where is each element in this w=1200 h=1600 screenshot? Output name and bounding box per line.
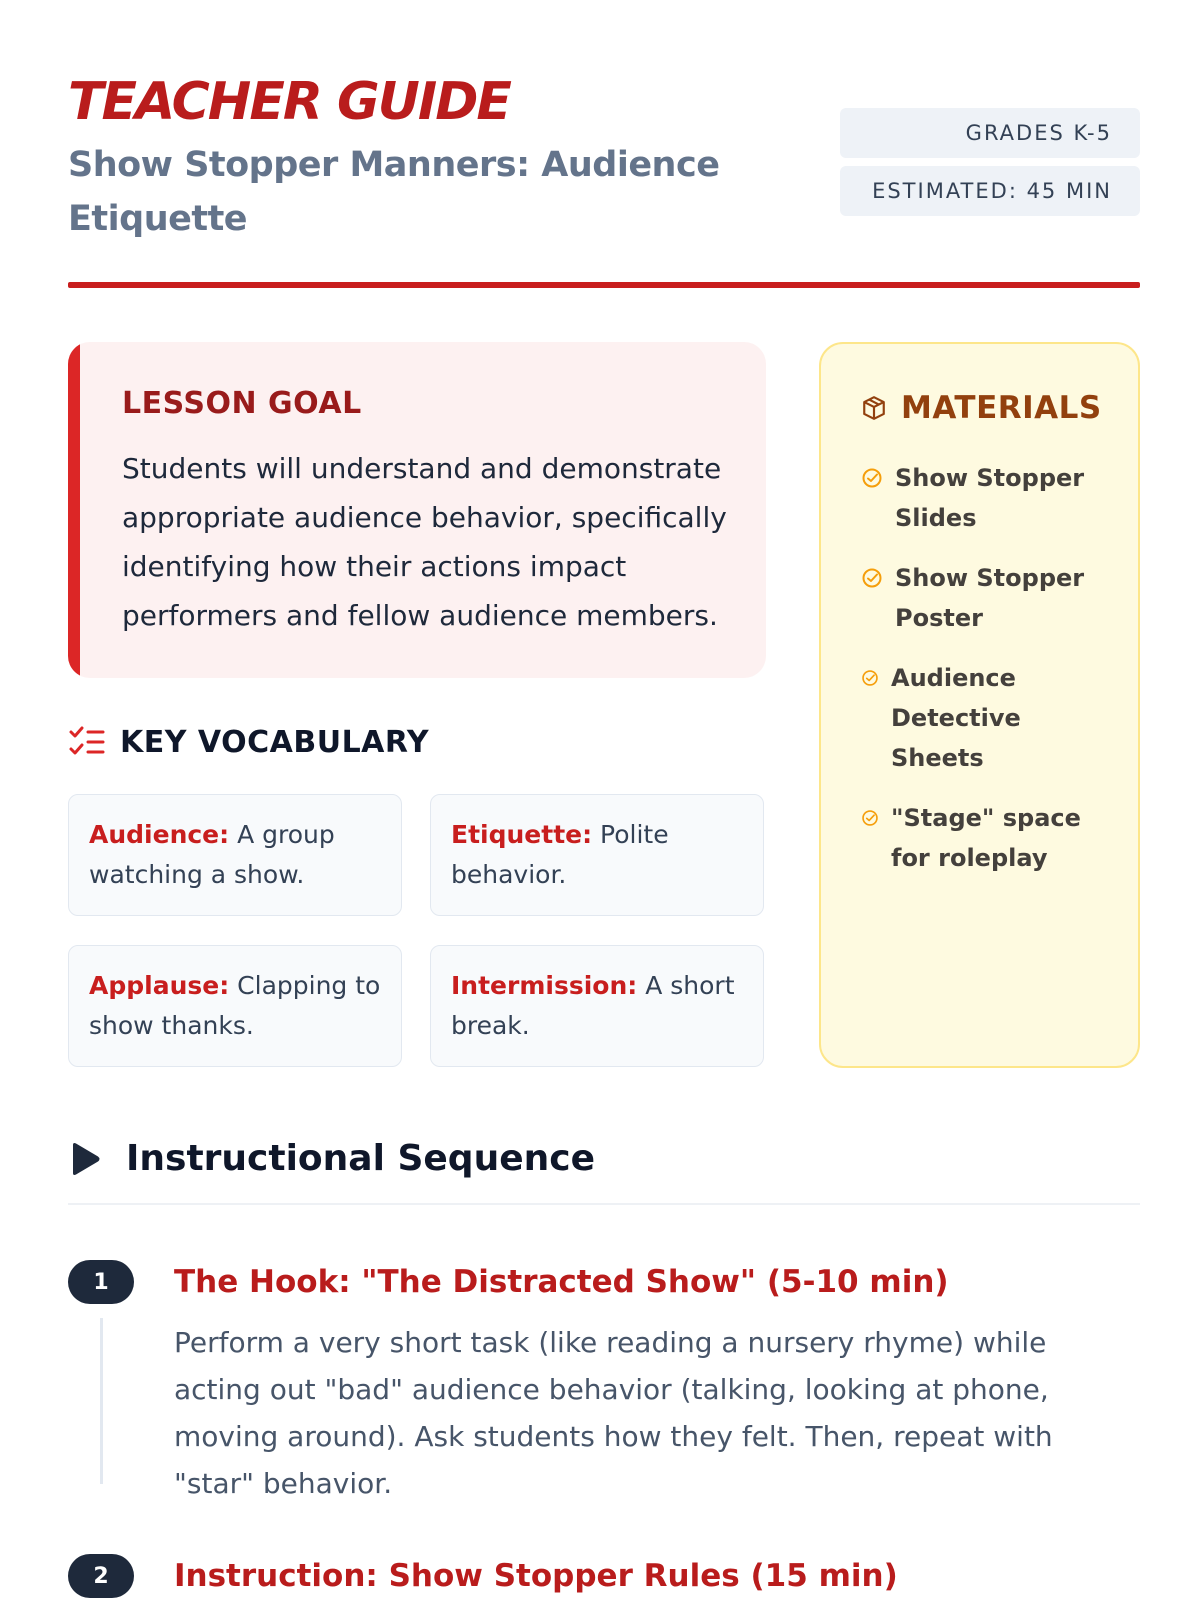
vocab-definition: Clapping to show thanks. [89, 971, 381, 1040]
check-circle-icon [861, 467, 883, 489]
materials-item-label: "Stage" space for roleplay [891, 804, 1081, 872]
page-title: TEACHER GUIDE [68, 72, 510, 132]
key-vocabulary-heading [68, 720, 429, 764]
vocab-card-etiquette [430, 794, 764, 916]
materials-item [861, 658, 1121, 778]
header-divider [68, 282, 1140, 288]
materials-item-label: Show Stopper Slides [895, 464, 1085, 532]
vocab-definition: Polite behavior. [451, 820, 669, 889]
header [68, 70, 1140, 288]
instructional-sequence-heading [68, 1138, 595, 1179]
vocab-card-applause [68, 945, 402, 1067]
check-circle-icon [861, 809, 879, 827]
step-number-badge: 1 [68, 1260, 134, 1304]
play-icon [68, 1141, 102, 1177]
vocab-card-intermission [430, 945, 764, 1067]
materials-item-label: Audience Detective Sheets [891, 664, 1021, 772]
vocab-definition: A short break. [451, 971, 735, 1040]
materials-heading [861, 390, 1102, 426]
box-icon [861, 395, 887, 421]
check-circle-icon [861, 567, 883, 589]
step-description: Perform a very short task (like reading a nursery rhyme) while acting out "bad" audience behavior (talking, looking at phone, moving around). Ask students how they felt. Then, repeat with "star" behavior. [174, 1326, 1053, 1500]
checklist-icon [68, 725, 106, 759]
check-circle-icon [861, 669, 879, 687]
materials-item [861, 558, 1121, 638]
step-number-badge: 2 [68, 1554, 134, 1598]
lesson-goal-card [68, 342, 766, 678]
materials-list [861, 458, 1121, 898]
teacher-guide-page [68, 0, 1140, 1600]
vocab-term: Intermission: [451, 971, 638, 1000]
step-connector-line [100, 1318, 103, 1484]
vocab-definition: A group watching a show. [89, 820, 335, 889]
meta-badges [840, 108, 1140, 224]
lesson-subtitle: Show Stopper Manners: Audience Etiquette [68, 145, 720, 239]
vocab-term: Etiquette: [451, 820, 593, 849]
materials-item-label: Show Stopper Poster [895, 564, 1085, 632]
materials-item [861, 458, 1121, 538]
sequence-divider [68, 1203, 1140, 1205]
materials-card [819, 342, 1140, 1068]
materials-item [861, 798, 1121, 878]
lesson-goal-title: LESSON GOAL [122, 386, 362, 421]
vocab-card-audience [68, 794, 402, 916]
estimated-time-badge: ESTIMATED: 45 MIN [840, 166, 1140, 216]
grades-badge: GRADES K-5 [840, 108, 1140, 158]
lesson-goal-text: Students will understand and demonstrate appropriate audience behavior, specifically identifying how their actions impact performers and fellow audience members. [122, 452, 727, 632]
vocab-term: Applause: [89, 971, 230, 1000]
vocab-term: Audience: [89, 820, 230, 849]
materials-title: MATERIALS [901, 390, 1102, 426]
step-title: Instruction: Show Stopper Rules (15 min) [174, 1558, 898, 1594]
instructional-sequence-title: Instructional Sequence [126, 1138, 596, 1179]
step-title: The Hook: "The Distracted Show" (5-10 min) [174, 1264, 949, 1300]
key-vocabulary-title: KEY VOCABULARY [120, 724, 430, 760]
